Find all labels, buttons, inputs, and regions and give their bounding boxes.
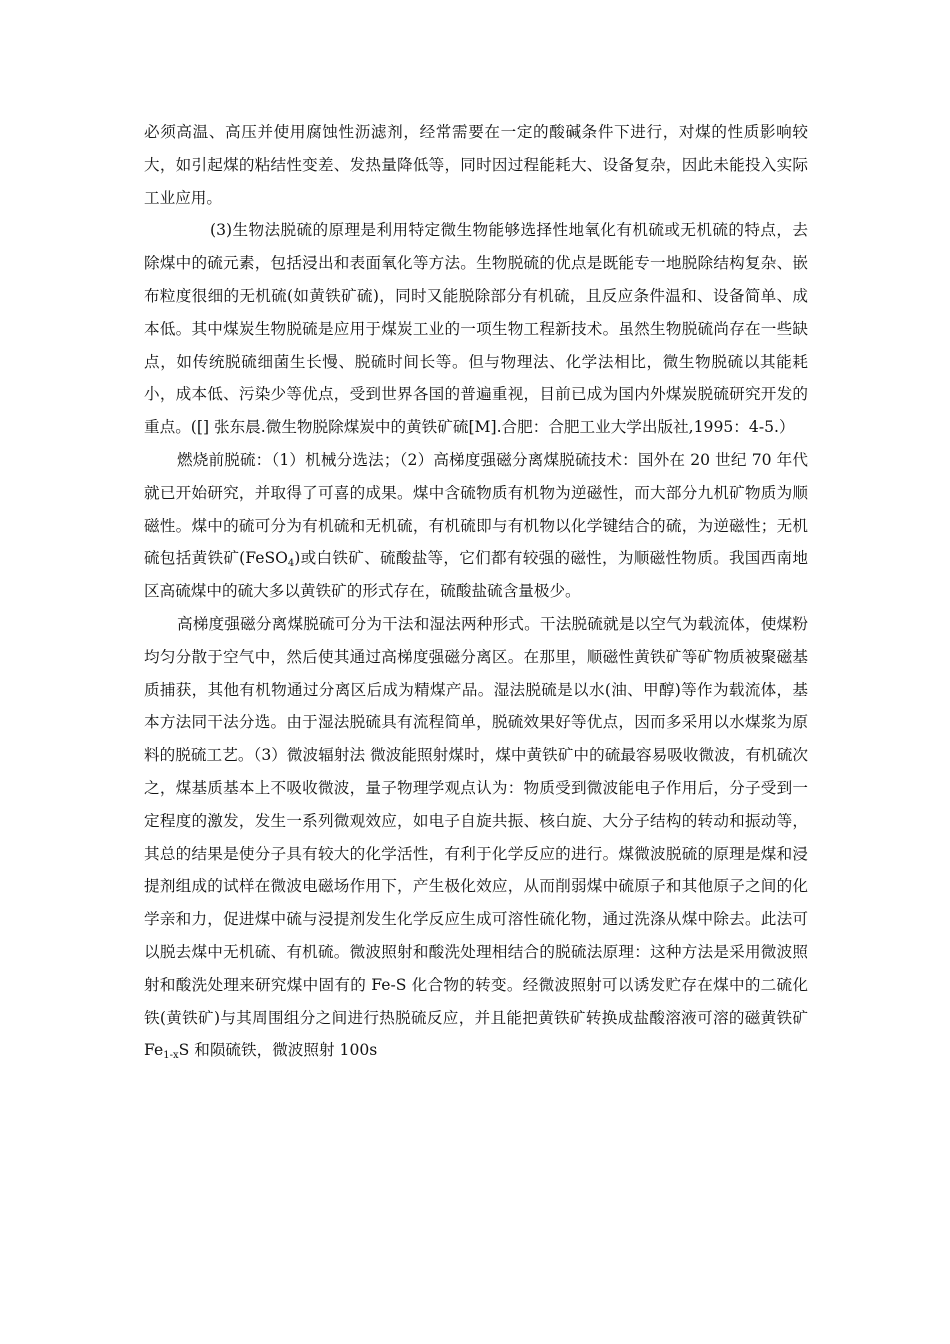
paragraph-text: S 和陨硫铁，微波照射 100s — [178, 1041, 378, 1060]
subscript: 4 — [287, 558, 295, 570]
paragraph-chemical-method-continued — [144, 116, 808, 214]
paragraph-pre-combustion-desulfurization — [144, 444, 808, 608]
document-page — [144, 116, 808, 1067]
paragraph-magnetic-separation — [144, 608, 808, 1067]
paragraph-text: 高梯度强磁分离煤脱硫可分为干法和湿法两种形式。干法脱硫就是以空气为载流体，使煤粉均匀分散于空气中，然后使其通过高梯度强磁分离区。在那里，顺磁性黄铁矿等矿物质被聚磁基质捕获，其他有机物通过分离区后成为精煤产品。湿法脱硫是以水(油、甲醇)等作为载流体，基本方法同干法分选。由于湿法脱硫具有流程简单，脱硫效果好等优点，因而多采用以水煤浆为原料的脱硫工艺。（3）微波辐射法 微波能照射煤时，煤中黄铁矿中的硫最容易吸收微波，有机硫次之，煤基质基本上不吸收微波，量子物理学观点认为：物质受到微波能电子作用后，分子受到一定程度的激发，发生一系列微观效应，如电子自旋共振、核白旋、大分子结构的转动和振动等，其总的结果是使分子具有较大的化学活性，有利于化学反应的进行。煤微波脱硫的原理是煤和浸提剂组成的试样在微波电磁场作用下，产生极化效应，从而削弱煤中硫原子和其他原子之间的化学亲和力，促进煤中硫与浸提剂发生化学反应生成可溶性硫化物，通过洗涤从煤中除去。此法可以脱去煤中无机硫、有机硫。微波照射和酸洗处理相结合的脱硫法原理：这种方法是采用微波照射和酸洗处理来研究煤中固有的 Fe-S 化合物的转变。经微波照射可以诱发贮存在煤中的二硫化铁(黄铁矿)与其周围组分之间进行热脱硫反应，并且能把黄铁矿转换成盐酸溶液可溶的磁黄铁矿 Fe — [144, 614, 808, 1060]
paragraph-text: 必须高温、高压并使用腐蚀性沥滤剂，经常需要在一定的酸碱条件下进行，对煤的性质影响较大，如引起煤的粘结性变差、发热量降低等，同时因过程能耗大、设备复杂，因此未能投入实际工业应用。 — [144, 123, 808, 207]
paragraph-text: 燃烧前脱硫：（1）机械分选法；（2）高梯度强磁分离煤脱硫技术：国外在 20 世纪 70 年代就已开始研究，并取得了可喜的成果。煤中含硫物质有机物为逆磁性，而大部分九机矿物质为顺磁性。煤中的硫可分为有机硫和无机硫，有机硫即与有机物以化学键结合的硫，为逆磁性；无机硫包括黄铁矿(FeSO — [144, 450, 808, 568]
paragraph-text: (3)生物法脱硫的原理是利用特定微生物能够选择性地氧化有机硫或无机硫的特点，去除煤中的硫元素，包括浸出和表面氧化等方法。生物脱硫的优点是既能专一地脱除结构复杂、嵌布粒度很细的无机硫(如黄铁矿硫)，同时又能脱除部分有机硫，且反应条件温和、设备简单、成本低。其中煤炭生物脱硫是应用于煤炭工业的一项生物工程新技术。虽然生物脱硫尚存在一些缺点，如传统脱硫细菌生长慢、脱硫时间长等。但与物理法、化学法相比，微生物脱硫以其能耗小，成本低、污染少等优点，受到世界各国的普遍重视，目前已成为国内外煤炭脱硫研究开发的重点。([] 张东晨.微生物脱除煤炭中的黄铁矿硫[M].合肥：合肥工业大学出版社,1995：4-5.） — [144, 221, 808, 437]
subscript: 1-x — [163, 1050, 179, 1062]
paragraph-biological-desulfurization — [144, 214, 808, 444]
paragraph-text: )或白铁矿、硫酸盐等，它们都有较强的磁性，为顺磁性物质。我国西南地区高硫煤中的硫大多以黄铁矿的形式存在，硫酸盐硫含量极少。 — [144, 549, 808, 601]
